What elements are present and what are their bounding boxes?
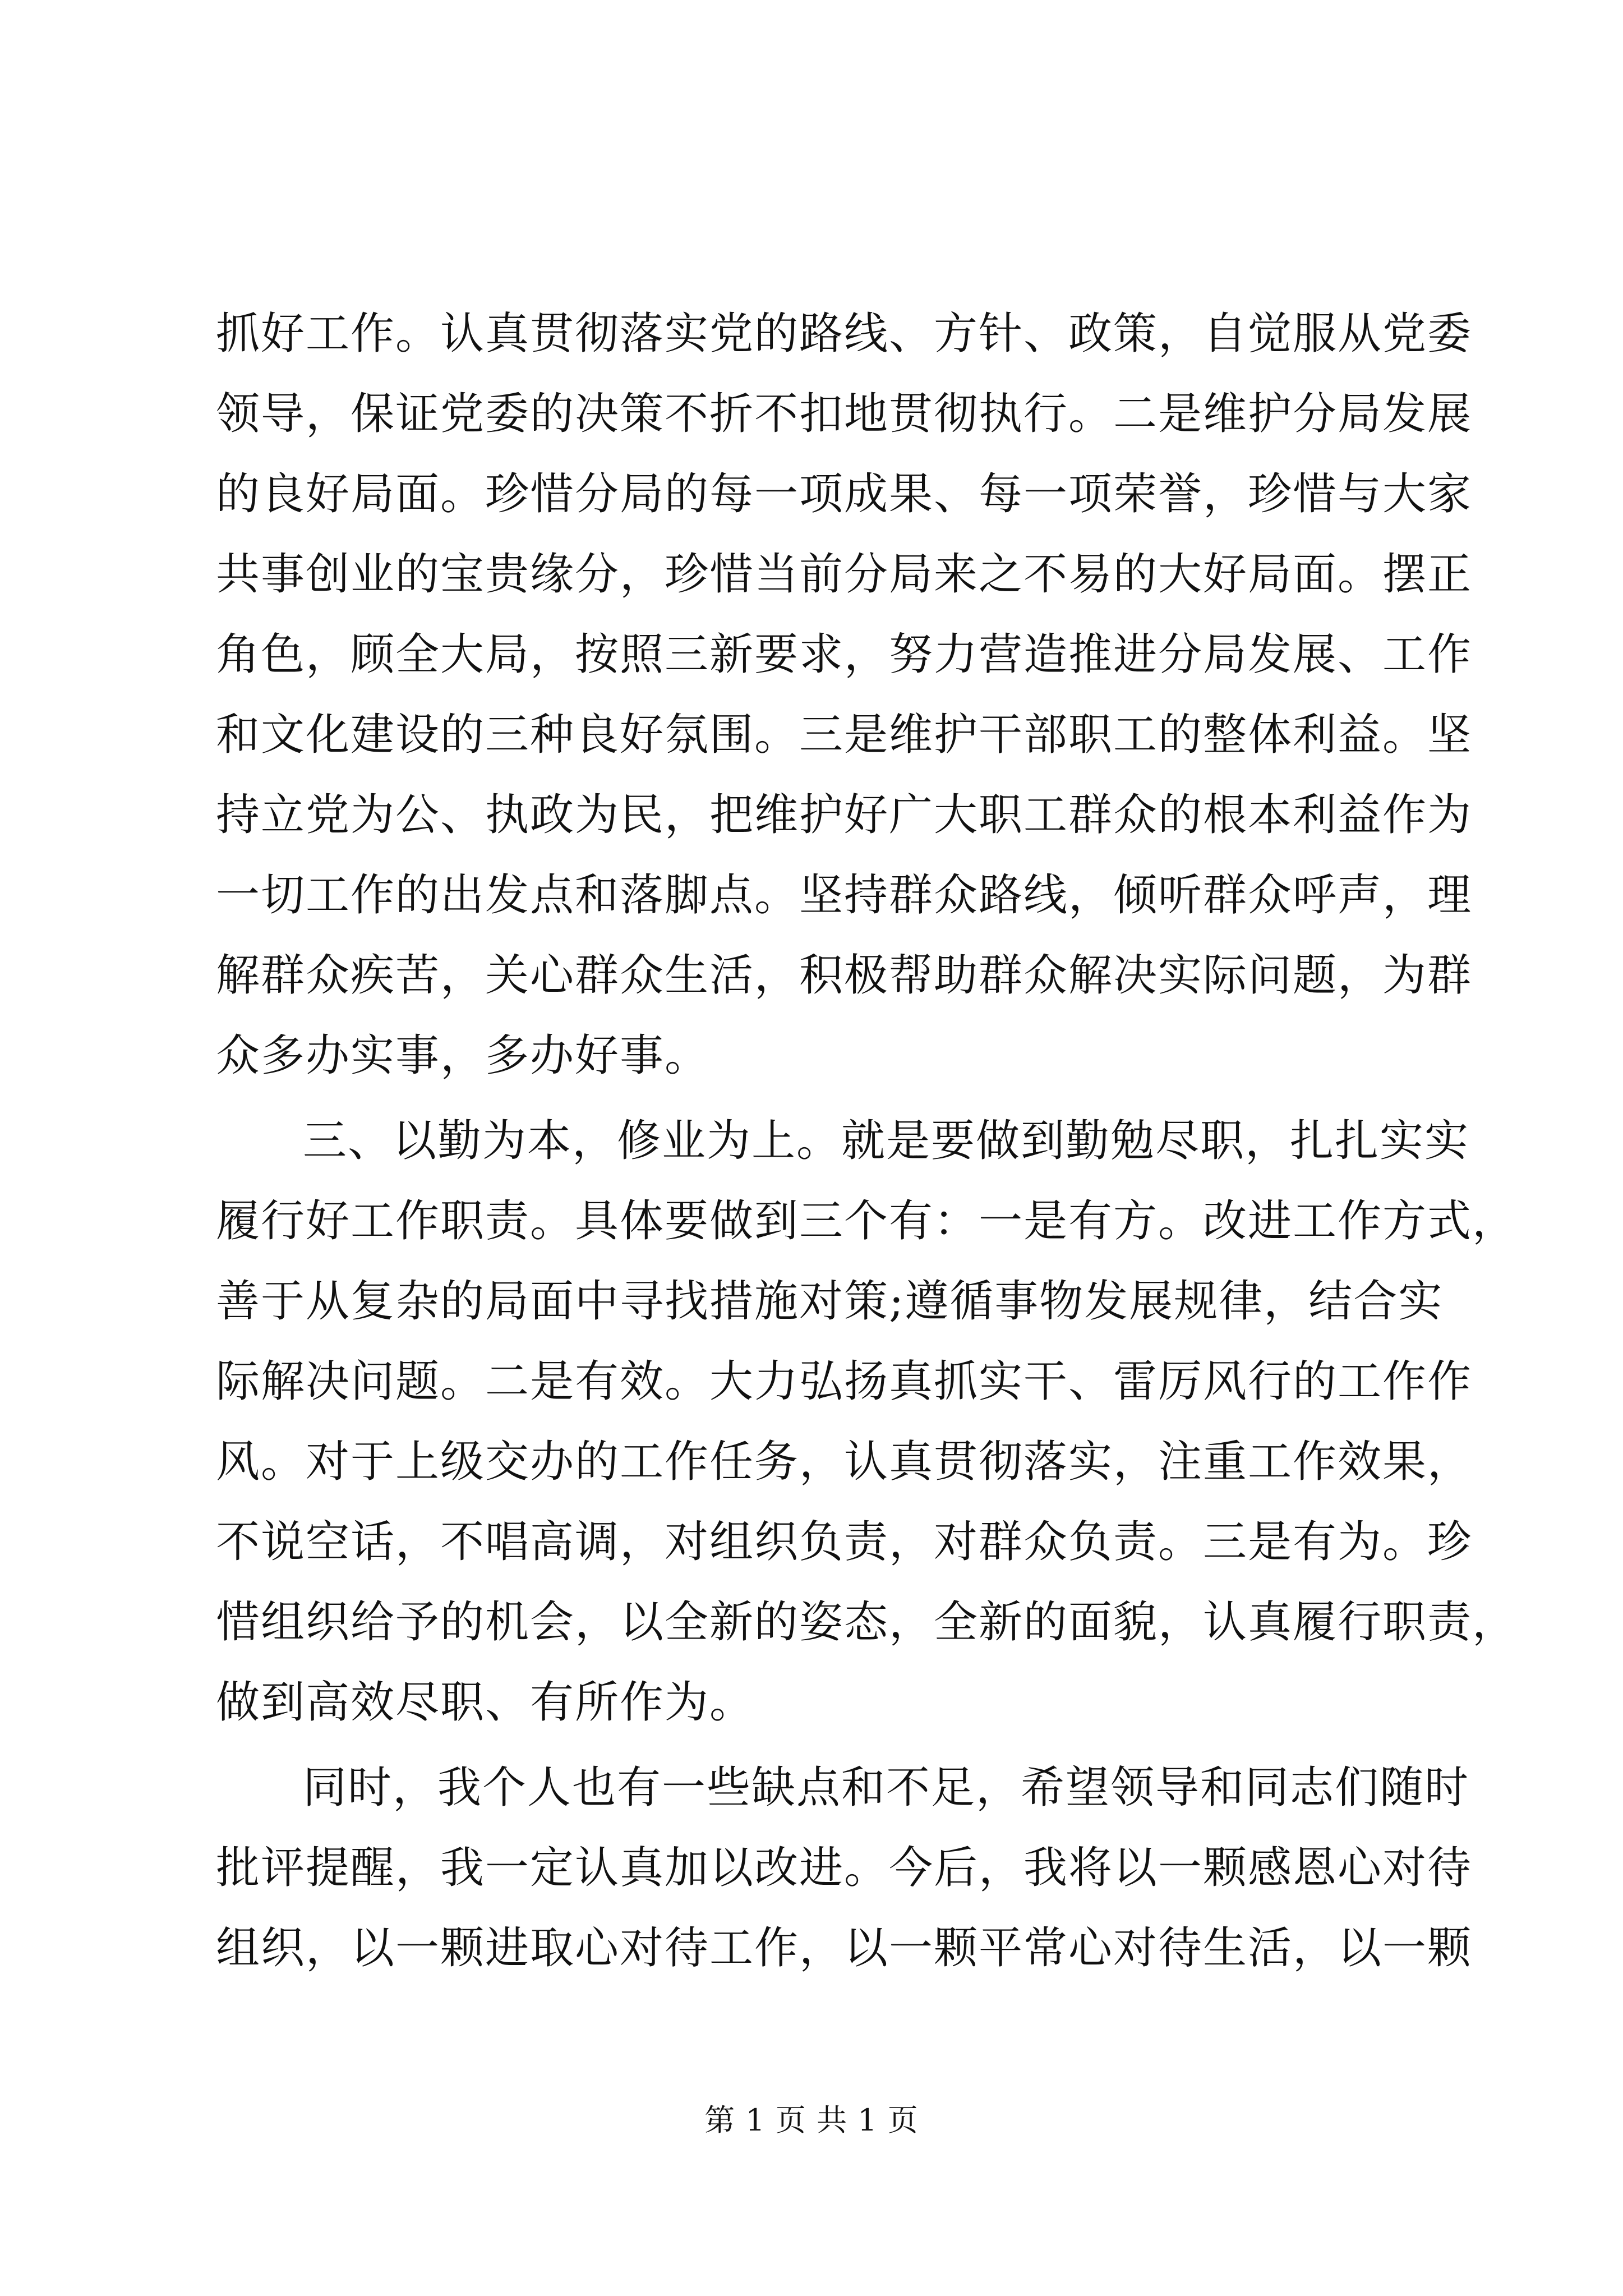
text-line: 共事创业的宝贵缘分，珍惜当前分局来之不易的大好局面。摆正 xyxy=(216,549,1473,600)
text-line: 一切工作的出发点和落脚点。坚持群众路线，倾听群众呼声，理 xyxy=(216,870,1473,921)
text-line: 善于从复杂的局面中寻找措施对策;遵循事物发展规律，结合实 xyxy=(216,1276,1444,1327)
text-line: 角色，顾全大局，按照三新要求，努力营造推进分局发展、工作 xyxy=(216,629,1473,680)
text-line: 风。对于上级交办的工作任务，认真贯彻落实，注重工作效果， xyxy=(216,1437,1473,1487)
text-line: 持立党为公、执政为民，把维护好广大职工群众的根本利益作为 xyxy=(216,790,1473,840)
page-footer: 第 1 页 共 1 页 xyxy=(704,2102,919,2138)
text-line: 抓好工作。认真贯彻落实党的路线、方针、政策，自觉服从党委 xyxy=(216,309,1473,359)
text-line: 领导，保证党委的决策不折不扣地贯彻执行。二是维护分局发展 xyxy=(216,389,1473,439)
text-line: 履行好工作职责。具体要做到三个有：一是有方。改进工作方式， xyxy=(216,1196,1518,1246)
paragraph-first-line: 同时，我个人也有一些缺点和不足，希望领导和同志们随时 xyxy=(303,1763,1470,1813)
text-line: 的良好局面。珍惜分局的每一项成果、每一项荣誉，珍惜与大家 xyxy=(216,469,1473,519)
text-line: 惜组织给予的机会，以全新的姿态，全新的面貌，认真履行职责， xyxy=(216,1597,1518,1648)
paragraph-first-line: 三、以勤为本，修业为上。就是要做到勤勉尽职，扎扎实实 xyxy=(303,1116,1470,1166)
text-line: 做到高效尽职、有所作为。 xyxy=(216,1677,755,1728)
text-line: 际解决问题。二是有效。大力弘扬真抓实干、雷厉风行的工作作 xyxy=(216,1356,1473,1407)
text-line: 众多办实事，多办好事。 xyxy=(216,1030,710,1081)
text-line: 组织，以一颗进取心对待工作，以一颗平常心对待生活，以一颗 xyxy=(216,1923,1473,1973)
text-line: 和文化建设的三种良好氛围。三是维护干部职工的整体利益。坚 xyxy=(216,710,1473,760)
text-line: 不说空话，不唱高调，对组织负责，对群众负责。三是有为。珍 xyxy=(216,1517,1473,1567)
text-line: 批评提醒，我一定认真加以改进。今后，我将以一颗感恩心对待 xyxy=(216,1843,1473,1893)
text-line: 解群众疾苦，关心群众生活，积极帮助群众解决实际问题，为群 xyxy=(216,950,1473,1001)
